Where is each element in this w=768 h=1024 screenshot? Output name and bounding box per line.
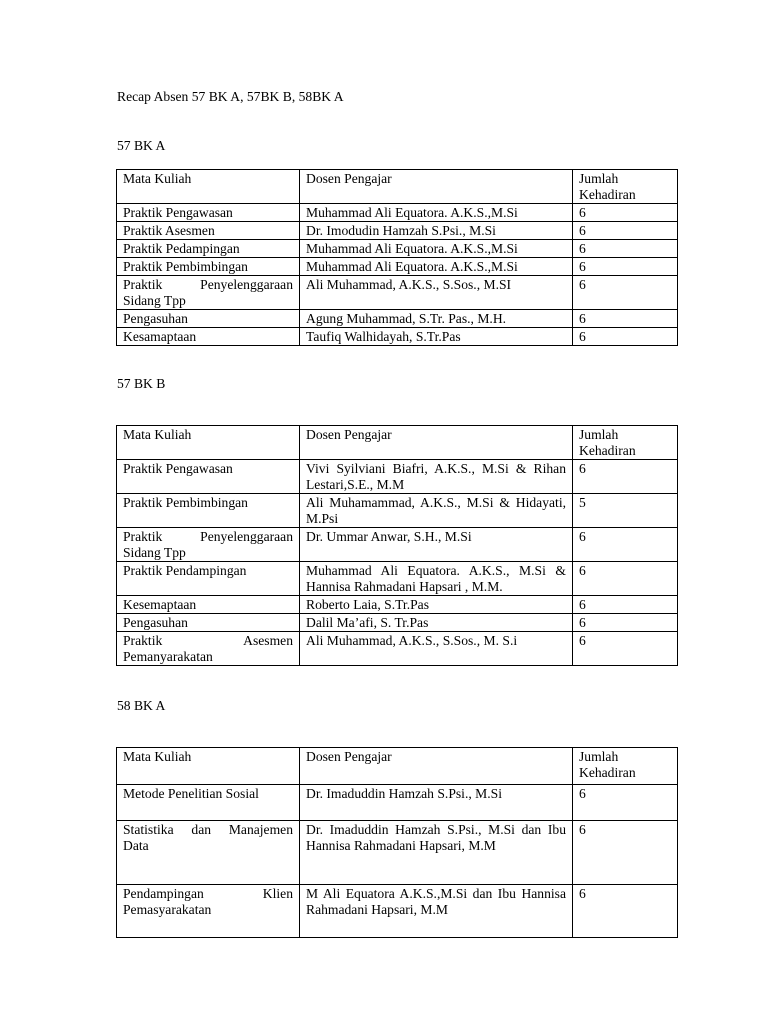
column-header-jumlah-kehadiran: Jumlah Kehadiran [573, 170, 678, 204]
cell-mata-kuliah: Praktik Asesmen [117, 222, 300, 240]
cell-jumlah: 6 [573, 528, 678, 562]
cell-jumlah: 6 [573, 276, 678, 310]
cell-mata-kuliah: Kesamaptaan [117, 328, 300, 346]
cell-jumlah: 6 [573, 562, 678, 596]
cell-jumlah: 6 [573, 614, 678, 632]
cell-mata-kuliah: Praktik Penyelenggaraan Sidang Tpp [117, 276, 300, 310]
cell-jumlah: 6 [573, 460, 678, 494]
section-heading-57-bk-b: 57 BK B [117, 376, 166, 391]
cell-dosen: Vivi Syilviani Biafri, A.K.S., M.Si & Rihan Lestari,S.E., M.M [300, 460, 573, 494]
table-row [117, 240, 678, 258]
cell-dosen: Ali Muhamammad, A.K.S., M.Si & Hidayati, M.Psi [300, 494, 573, 528]
table-header-row [117, 748, 678, 785]
table-row [117, 614, 678, 632]
table-row [117, 821, 678, 885]
cell-jumlah: 6 [573, 885, 678, 938]
table-row [117, 528, 678, 562]
cell-mata-kuliah: Metode Penelitian Sosial [117, 785, 300, 821]
table-header-row [117, 426, 678, 460]
cell-dosen: Ali Muhammad, A.K.S., S.Sos., M.SI [300, 276, 573, 310]
column-header-jumlah-kehadiran: Jumlah Kehadiran [573, 748, 678, 785]
cell-mata-kuliah: Praktik Pembimbingan [117, 494, 300, 528]
table-row [117, 204, 678, 222]
cell-mata-kuliah: Praktik Pengawasan [117, 204, 300, 222]
cell-mata-kuliah: Pengasuhan [117, 310, 300, 328]
attendance-table-58-bk-a [116, 747, 678, 938]
cell-mata-kuliah: Praktik Asesmen Pemanyarakatan [117, 632, 300, 666]
attendance-table-57-bk-b [116, 425, 678, 666]
cell-jumlah: 6 [573, 632, 678, 666]
cell-dosen: Dr. Imaduddin Hamzah S.Psi., M.Si [300, 785, 573, 821]
cell-dosen: M Ali Equatora A.K.S.,M.Si dan Ibu Hannisa Rahmadani Hapsari, M.M [300, 885, 573, 938]
table-row [117, 785, 678, 821]
cell-dosen: Dalil Ma’afi, S. Tr.Pas [300, 614, 573, 632]
section-heading-57-bk-a: 57 BK A [117, 138, 166, 153]
cell-dosen: Muhammad Ali Equatora. A.K.S.,M.Si [300, 240, 573, 258]
cell-mata-kuliah: Praktik Pembimbingan [117, 258, 300, 276]
cell-jumlah: 5 [573, 494, 678, 528]
cell-dosen: Taufiq Walhidayah, S.Tr.Pas [300, 328, 573, 346]
cell-dosen: Dr. Imaduddin Hamzah S.Psi., M.Si dan Ibu Hannisa Rahmadani Hapsari, M.M [300, 821, 573, 885]
cell-dosen: Agung Muhammad, S.Tr. Pas., M.H. [300, 310, 573, 328]
cell-dosen: Roberto Laia, S.Tr.Pas [300, 596, 573, 614]
table-row [117, 276, 678, 310]
table-header-row [117, 170, 678, 204]
column-header-dosen-pengajar: Dosen Pengajar [300, 170, 573, 204]
attendance-table-57-bk-a [116, 169, 678, 346]
cell-jumlah: 6 [573, 821, 678, 885]
cell-jumlah: 6 [573, 258, 678, 276]
cell-jumlah: 6 [573, 596, 678, 614]
table-row [117, 885, 678, 938]
cell-jumlah: 6 [573, 310, 678, 328]
cell-mata-kuliah: Praktik Penyelenggaraan Sidang Tpp [117, 528, 300, 562]
table-row [117, 460, 678, 494]
cell-mata-kuliah: Pendampingan Klien Pemasyarakatan [117, 885, 300, 938]
cell-jumlah: 6 [573, 328, 678, 346]
cell-mata-kuliah: Pengasuhan [117, 614, 300, 632]
cell-dosen: Dr. Ummar Anwar, S.H., M.Si [300, 528, 573, 562]
cell-dosen: Dr. Imodudin Hamzah S.Psi., M.Si [300, 222, 573, 240]
table-row [117, 222, 678, 240]
cell-mata-kuliah: Praktik Pedampingan [117, 240, 300, 258]
column-header-mata-kuliah: Mata Kuliah [117, 748, 300, 785]
cell-jumlah: 6 [573, 785, 678, 821]
section-heading-58-bk-a: 58 BK A [117, 698, 166, 713]
column-header-dosen-pengajar: Dosen Pengajar [300, 426, 573, 460]
column-header-mata-kuliah: Mata Kuliah [117, 170, 300, 204]
cell-jumlah: 6 [573, 204, 678, 222]
cell-mata-kuliah: Praktik Pendampingan [117, 562, 300, 596]
cell-mata-kuliah: Praktik Pengawasan [117, 460, 300, 494]
table-row [117, 494, 678, 528]
column-header-jumlah-kehadiran: Jumlah Kehadiran [573, 426, 678, 460]
column-header-dosen-pengajar: Dosen Pengajar [300, 748, 573, 785]
table-row [117, 596, 678, 614]
cell-mata-kuliah: Statistika dan Manajemen Data [117, 821, 300, 885]
cell-dosen: Muhammad Ali Equatora. A.K.S.,M.Si [300, 204, 573, 222]
cell-dosen: Ali Muhammad, A.K.S., S.Sos., M. S.i [300, 632, 573, 666]
cell-dosen: Muhammad Ali Equatora. A.K.S., M.Si & Hannisa Rahmadani Hapsari , M.M. [300, 562, 573, 596]
table-row [117, 328, 678, 346]
cell-jumlah: 6 [573, 222, 678, 240]
cell-dosen: Muhammad Ali Equatora. A.K.S.,M.Si [300, 258, 573, 276]
table-row [117, 310, 678, 328]
table-row [117, 632, 678, 666]
column-header-mata-kuliah: Mata Kuliah [117, 426, 300, 460]
cell-mata-kuliah: Kesemaptaan [117, 596, 300, 614]
document-title: Recap Absen 57 BK A, 57BK B, 58BK A [117, 89, 344, 104]
cell-jumlah: 6 [573, 240, 678, 258]
table-row [117, 258, 678, 276]
table-row [117, 562, 678, 596]
